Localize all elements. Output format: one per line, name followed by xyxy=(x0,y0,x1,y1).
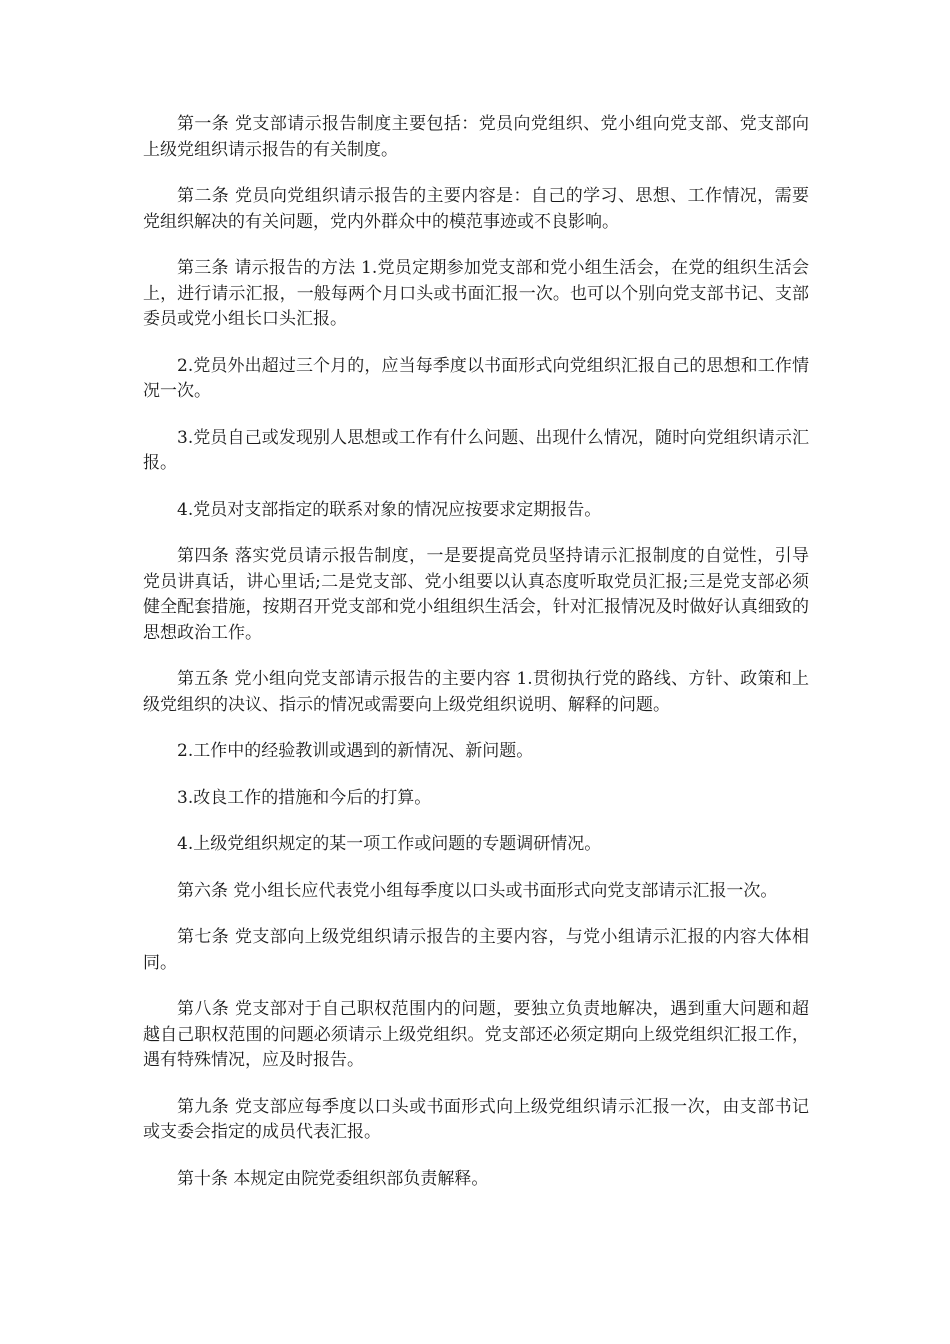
article-3-item-3: 3.党员自己或发现别人思想或工作有什么问题、出现什么情况，随时向党组织请示汇报。 xyxy=(143,427,809,473)
article-5-item-3: 3.改良工作的措施和今后的打算。 xyxy=(177,787,432,808)
article-5: 第五条 党小组向党支部请示报告的主要内容 1.贯彻执行党的路线、方针、政策和上级党组织的决议、指示的情况或需要向上级党组织说明、解释的问题。 xyxy=(143,669,809,715)
article-2: 第二条 党员向党组织请示报告的主要内容是：自己的学习、思想、工作情况，需要党组织解决的有关问题，党内外群众中的模范事迹或不良影响。 xyxy=(143,186,809,232)
article-9: 第九条 党支部应每季度以口头或书面形式向上级党组织请示汇报一次，由支部书记或支委会指定的成员代表汇报。 xyxy=(143,1096,809,1142)
article-10: 第十条 本规定由院党委组织部负责解释。 xyxy=(177,1168,489,1189)
article-5-item-4: 4.上级党组织规定的某一项工作或问题的专题调研情况。 xyxy=(177,834,602,854)
article-5-item-2: 2.工作中的经验教训或遇到的新情况、新问题。 xyxy=(177,741,534,761)
article-3: 第三条 请示报告的方法 1.党员定期参加党支部和党小组生活会，在党的组织生活会上，进行请示汇报，一般每两个月口头或书面汇报一次。也可以个别向党支部书记、支部委员或党小组长口头汇报。 xyxy=(143,258,809,329)
article-8: 第八条 党支部对于自己职权范围内的问题，要独立负责地解决，遇到重大问题和超越自己职权范围的问题必须请示上级党组织。党支部还必须定期向上级党组织汇报工作，遇有特殊情况，应及时报告。 xyxy=(143,999,809,1070)
article-1: 第一条 党支部请示报告制度主要包括：党员向党组织、党小组向党支部、党支部向上级党组织请示报告的有关制度。 xyxy=(143,114,809,160)
article-3-item-2: 2.党员外出超过三个月的，应当每季度以书面形式向党组织汇报自己的思想和工作情况一次。 xyxy=(143,355,809,401)
article-4: 第四条 落实党员请示报告制度，一是要提高党员坚持请示汇报制度的自觉性，引导党员讲真话，讲心里话;二是党支部、党小组要以认真态度听取党员汇报;三是党支部必须健全配套措施，按期召开党支部和党小组组织生活会，针对汇报情况及时做好认真细致的思想政治工作。 xyxy=(143,546,809,643)
article-7: 第七条 党支部向上级党组织请示报告的主要内容，与党小组请示汇报的内容大体相同。 xyxy=(143,927,809,973)
article-3-item-4: 4.党员对支部指定的联系对象的情况应按要求定期报告。 xyxy=(177,499,602,520)
document-body xyxy=(143,112,809,1213)
article-6: 第六条 党小组长应代表党小组每季度以口头或书面形式向党支部请示汇报一次。 xyxy=(177,880,778,901)
